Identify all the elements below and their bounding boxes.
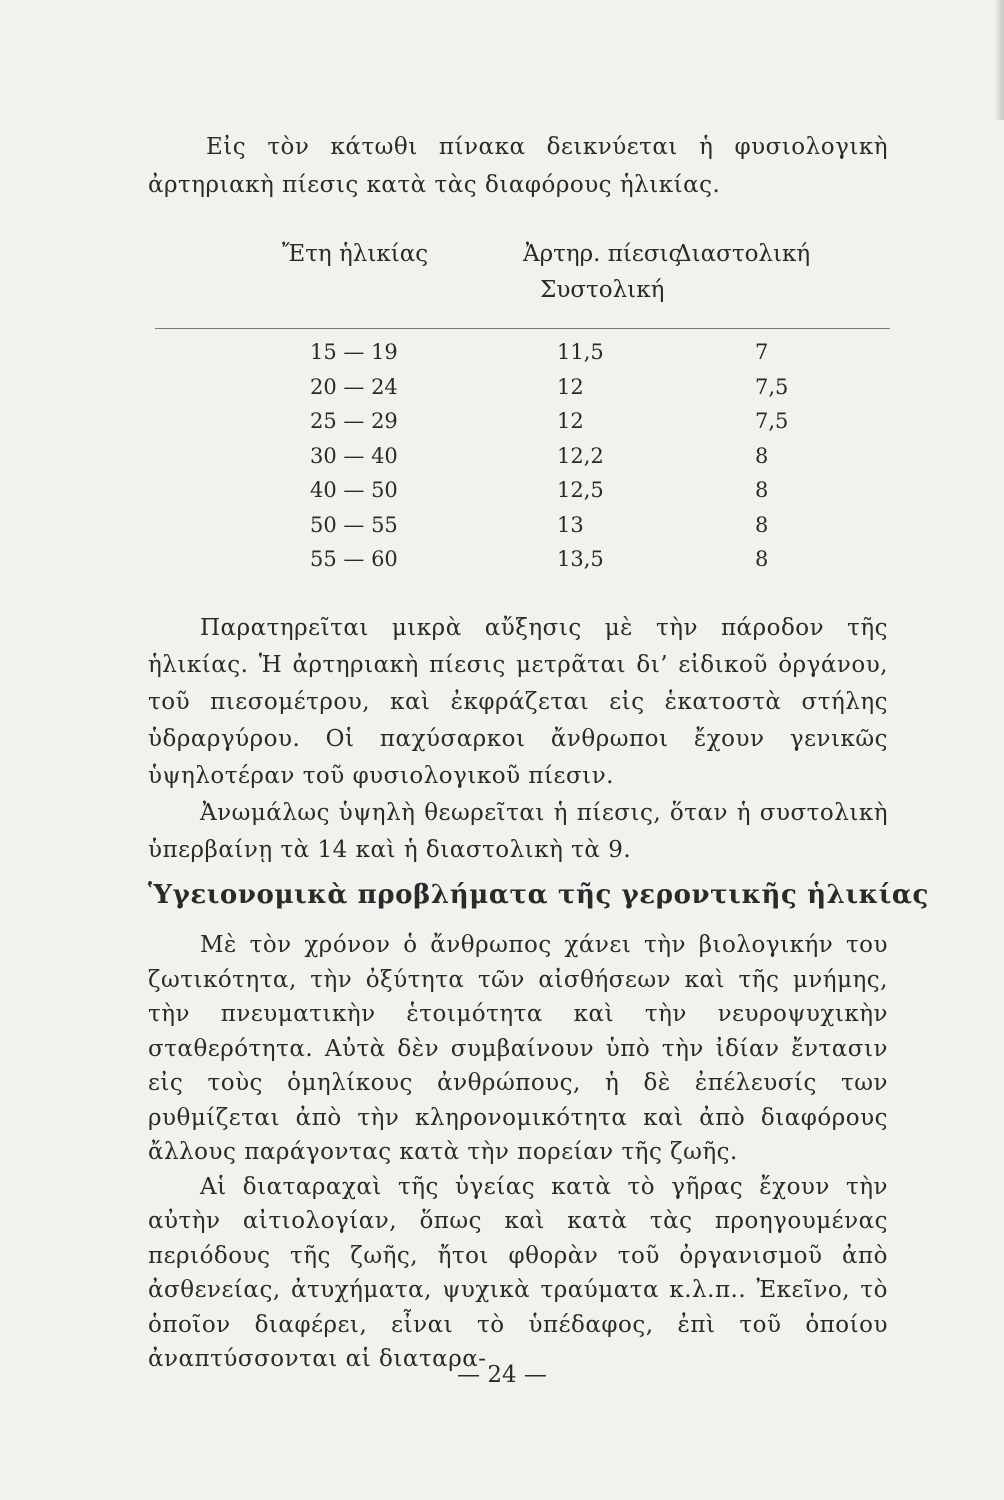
cell-systolic: 12 (557, 374, 584, 399)
cell-diastolic: 8 (755, 478, 769, 502)
table-row (155, 542, 890, 577)
cell-systolic: 11,5 (557, 340, 604, 364)
cell-diastolic: 7,5 (755, 409, 789, 433)
cell-diastolic: 8 (755, 512, 769, 537)
table-row (155, 335, 890, 370)
cell-systolic: 12,2 (557, 443, 604, 468)
cell-systolic: 13 (557, 512, 584, 537)
table-row (155, 473, 890, 508)
cell-age: 55 — 60 (310, 547, 398, 571)
header-systolic-line2: Συστολική (540, 277, 665, 303)
cell-diastolic: 7,5 (755, 374, 789, 399)
table-rule (155, 328, 890, 329)
cell-age: 15 — 19 (310, 340, 398, 364)
table-header (155, 236, 890, 328)
table-row (155, 404, 890, 439)
cell-systolic: 12 (557, 409, 584, 433)
table-row (155, 439, 890, 474)
paragraph: Αἱ διαταραχαὶ τῆς ὑγείας κατὰ τὸ γῆρας ἔχουν τὴν αὐτὴν αἰτιολογίαν, ὅπως καὶ κατὰ τὰς προηγουμένας περιόδους τῆς ζωῆς, ἤτοι φθορὰν τοῦ ὀργανισμοῦ ἀπὸ ἀσθενείας, ἀτυχήματα, ψυχικὰ τραύματα κ.λ.π.. Ἐκεῖνο, τὸ ὁποῖον διαφέρει, εἶναι τὸ ὑπέδαφος, ἐπὶ τοῦ ὁποίου ἀναπτύσσονται αἱ διαταρα- (148, 1173, 888, 1372)
page-number: — 24 — (457, 1362, 547, 1388)
cell-age: 50 — 55 (310, 512, 398, 537)
intro-text: Εἰς τὸν κάτωθι πίνακα δεικνύεται ἡ φυσιολογικὴ ἀρτηριακὴ πίεσις κατὰ τὰς διαφόρους ἡλικίας. (148, 134, 888, 198)
cell-age: 30 — 40 (310, 443, 398, 468)
cell-systolic: 12,5 (557, 478, 604, 502)
cell-diastolic: 7 (755, 340, 769, 364)
table-body (155, 335, 890, 577)
observations (148, 610, 888, 869)
table-row (155, 370, 890, 405)
cell-age: 40 — 50 (310, 478, 398, 502)
cell-diastolic: 8 (755, 443, 769, 468)
cell-age: 20 — 24 (310, 374, 398, 399)
section-body (148, 928, 888, 1377)
blood-pressure-table (155, 236, 890, 577)
paragraph: Ἀνωμάλως ὑψηλὴ θεωρεῖται ἡ πίεσις, ὅταν ἡ συστολικὴ ὑπερβαίνῃ τὰ 14 καὶ ἡ διαστολικὴ τὰ 9. (148, 800, 888, 863)
cell-systolic: 13,5 (557, 547, 604, 571)
cell-age: 25 — 29 (310, 409, 398, 433)
header-systolic-line1: Ἀρτηρ. πίεσις (523, 241, 682, 267)
page-edge-shadow (994, 0, 1004, 120)
header-systolic (523, 236, 681, 308)
table-row (155, 508, 890, 543)
header-age: Ἔτη ἡλικίας (282, 241, 429, 267)
paragraph: Μὲ τὸν χρόνον ὁ ἄνθρωπος χάνει τὴν βιολογικήν του ζωτικότητα, τὴν ὀξύτητα τῶν αἰσθήσεων καὶ τῆς μνήμης, τὴν πνευματικὴν ἑτοιμότητα καὶ τὴν νευροψυχικὴν σταθερότητα. Αὐτὰ δὲν συμβαίνουν ὑπὸ τὴν ἰδίαν ἔντασιν εἰς τοὺς ὁμηλίκους ἀνθρώπους, ἡ δὲ ἐπέλευσίς των ρυθμίζεται ἀπὸ τὴν κληρονομικότητα καὶ ἀπὸ διαφόρους ἄλλους παράγοντας κατὰ τὴν πορείαν τῆς ζωῆς. (148, 932, 888, 1165)
section-heading: Ὑγειονομικὰ προβλήματα τῆς γεροντικῆς ἡλικίας (148, 880, 929, 910)
paragraph: Παρατηρεῖται μικρὰ αὔξησις μὲ τὴν πάροδον τῆς ἡλικίας. Ἡ ἀρτηριακὴ πίεσις μετρᾶται δι’ εἰδικοῦ ὀργάνου, τοῦ πιεσομέτρου, καὶ ἐκφράζεται εἰς ἑκατοστὰ στήλης ὑδραργύρου. Οἱ παχύσαρκοι ἄνθρωποι ἔχουν γενικῶς ὑψηλοτέραν τοῦ φυσιολογικοῦ πίεσιν. (148, 615, 888, 789)
intro-paragraph (148, 128, 888, 204)
cell-diastolic: 8 (755, 547, 769, 571)
header-diastolic: Διαστολική (675, 241, 811, 267)
